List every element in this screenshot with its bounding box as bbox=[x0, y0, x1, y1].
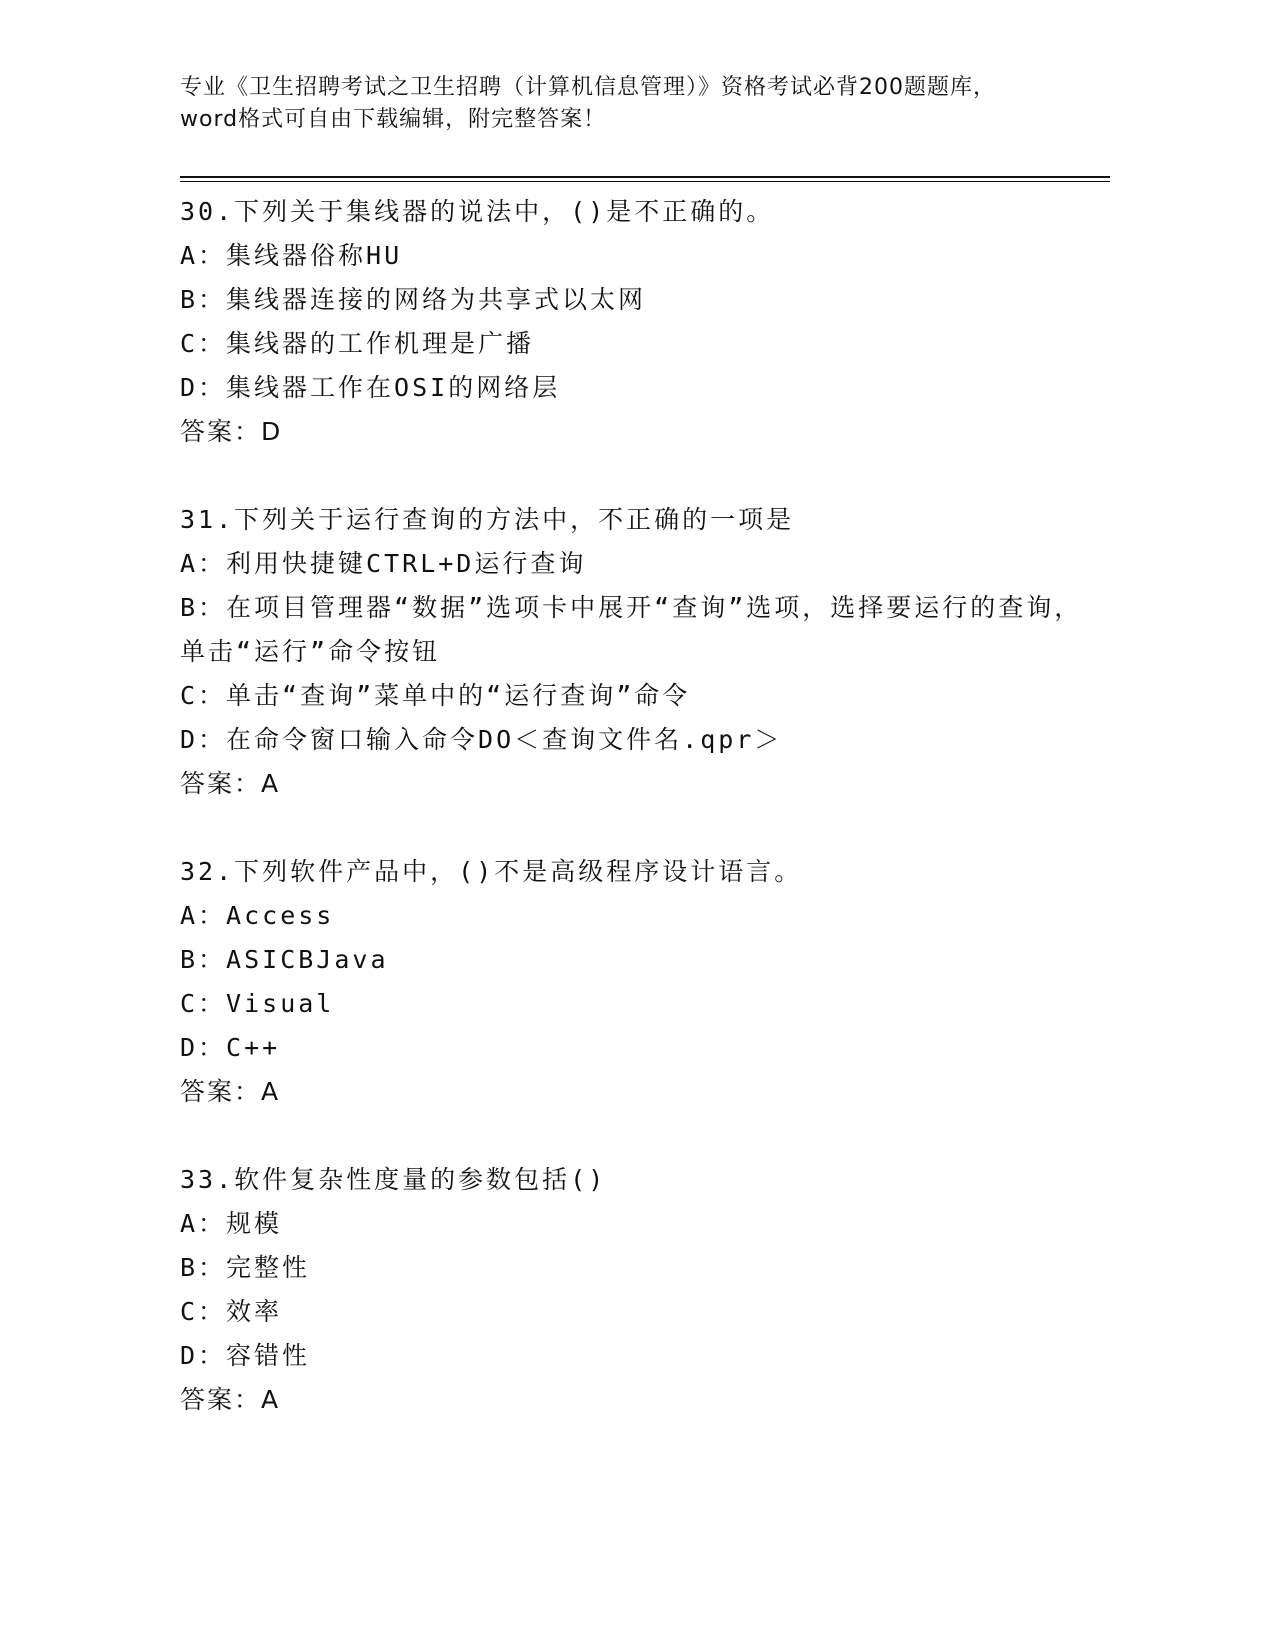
question-31 bbox=[180, 498, 1110, 806]
option-b: B：完整性 bbox=[180, 1253, 311, 1282]
option-b: B：集线器连接的网络为共享式以太网 bbox=[180, 285, 647, 314]
option-b: B：ASICBJava bbox=[180, 945, 389, 974]
option-d: D：在命令窗口输入命令DO＜查询文件名.qpr＞ bbox=[180, 725, 783, 754]
option-d: D：C++ bbox=[180, 1033, 281, 1062]
option-a: A：Access bbox=[180, 901, 335, 930]
question-stem: 32.下列软件产品中，()不是高级程序设计语言。 bbox=[180, 857, 803, 886]
question-stem: 33.软件复杂性度量的参数包括() bbox=[180, 1165, 607, 1194]
option-a: A：集线器俗称HU bbox=[180, 241, 403, 270]
question-stem: 31.下列关于运行查询的方法中，不正确的一项是 bbox=[180, 505, 795, 534]
answer: 答案：A bbox=[180, 1385, 281, 1414]
document-page bbox=[180, 72, 1110, 1466]
option-c: C：效率 bbox=[180, 1297, 283, 1326]
option-c: C：集线器的工作机理是广播 bbox=[180, 329, 535, 358]
question-32 bbox=[180, 850, 1110, 1114]
answer: 答案：A bbox=[180, 1077, 281, 1106]
header-divider bbox=[180, 176, 1110, 182]
question-30 bbox=[180, 190, 1110, 454]
option-d: D：集线器工作在OSI的网络层 bbox=[180, 373, 561, 402]
option-d: D：容错性 bbox=[180, 1341, 311, 1370]
document-header bbox=[180, 72, 1110, 136]
header-line-1: 专业《卫生招聘考试之卫生招聘（计算机信息管理）》资格考试必背200题题库， bbox=[180, 75, 996, 100]
option-c: C：Visual bbox=[180, 989, 335, 1018]
answer: 答案：D bbox=[180, 417, 283, 446]
answer: 答案：A bbox=[180, 769, 281, 798]
option-a: A：规模 bbox=[180, 1209, 283, 1238]
option-c: C：单击“查询”菜单中的“运行查询”命令 bbox=[180, 681, 691, 710]
option-a: A：利用快捷键CTRL+D运行查询 bbox=[180, 549, 587, 578]
option-b: B：在项目管理器“数据”选项卡中展开“查询”选项，选择要运行的查询，单击“运行”命令按钮 bbox=[180, 593, 1083, 666]
question-stem: 30.下列关于集线器的说法中，()是不正确的。 bbox=[180, 197, 775, 226]
header-line-2: word格式可自由下载编辑，附完整答案！ bbox=[180, 107, 607, 132]
question-33 bbox=[180, 1158, 1110, 1422]
